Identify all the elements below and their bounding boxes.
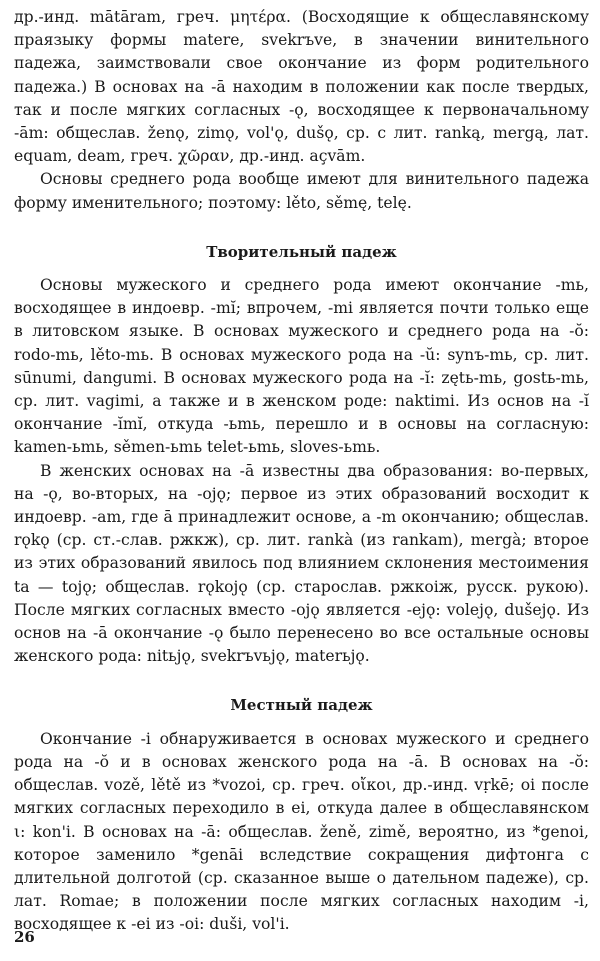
section-heading-locative: Местный падеж	[230, 696, 373, 715]
page-number: 26	[14, 928, 35, 946]
paragraph: В женских основах на -ā известны два образования: во-первых, на -ǫ, во-вторых, на -ojǫ; первое из этих образований восходит к индоевр. -am, где ā принадлежит основе, а -m окончанию; общеслав. rǫkǫ (ср. ст.-слав. ржкж), ср. лит. rankà (из rankam), mergà; второе из этих образований явилось под влиянием склонения местоимения ta — tojǫ; общеслав. rǫkojǫ (ср. старослав. ржкоіж, русск. рукою). После мягких согласных вместо -ojǫ является -ejǫ: volejǫ, dušejǫ. Из основ на -ā окончание -ǫ было перенесено во все остальные основы женского рода: nitьjǫ, svekrъvьjǫ, materьjǫ.	[14, 461, 589, 666]
page-text	[14, 6, 589, 937]
paragraph: др.-инд. mātāram, греч. μητέρα. (Восходящие к общеславянскому праязыку формы matere, svekrъve, в значении винительного падежа, заимствовали свое окончание из форм родительного падежа.) В основах на -ā находим в положении как после твердых, так и после мягких согласных -ǫ, восходящее к первоначальному -ām: общеслав. ženǫ, zimǫ, vol'ǫ, dušǫ, ср. с лит. ranką, mergą, лат. equam, deam, греч. χῶραν, др.-инд. açvām.	[14, 8, 589, 166]
paragraph: Основы среднего рода вообще имеют для винительного падежа форму именительного; поэтому: lěto, sěmę, telę.	[14, 170, 589, 212]
paragraph: Окончание -i обнаруживается в основах мужеского и среднего рода на -ŏ и в основах женского рода на -ā. В основах на -ŏ: общеслав. vozě, lětě из *vozoi, ср. греч. οἴκοι, др.-инд. vṛkē; oi после мягких согласных переходило в ei, откуда далее в общеславянском ι: kon'i. В основах на -ā: общеслав. ženě, zimě, вероятно, из *genoi, которое заменило *genāi вследствие сокращения дифтонга с длительной долготой (ср. сказанное выше о дательном падеже), ср. лат. Romae; в положении после мягких согласных находим -i, восходящее к -ei из -oi: duši, vol'i.	[14, 729, 589, 934]
section-heading-instrumental: Творительный падеж	[206, 242, 397, 261]
paragraph: Основы мужеского и среднего рода имеют окончание -mь, восходящее в индоевр. -mĭ; впрочем, -mi является почти только еще в литовском языке. В основах мужеского и среднего рода на -ŏ: rodo-mь, lěto-mь. В основах мужеского рода на -ŭ: synъ-mь, ср. лит. sūnumi, dangumi. В основах мужеского рода на -ĭ: zętь-mь, gostь-mь, ср. лит. vagimi, а также и в женском роде: naktimi. Из основ на -ĭ окончание -ĭmĭ, откуда -ьmь, перешло и в основы на согласную: kamen-ьmь, sěmen-ьmь telet-ьmь, sloves-ьmь.	[14, 276, 589, 457]
